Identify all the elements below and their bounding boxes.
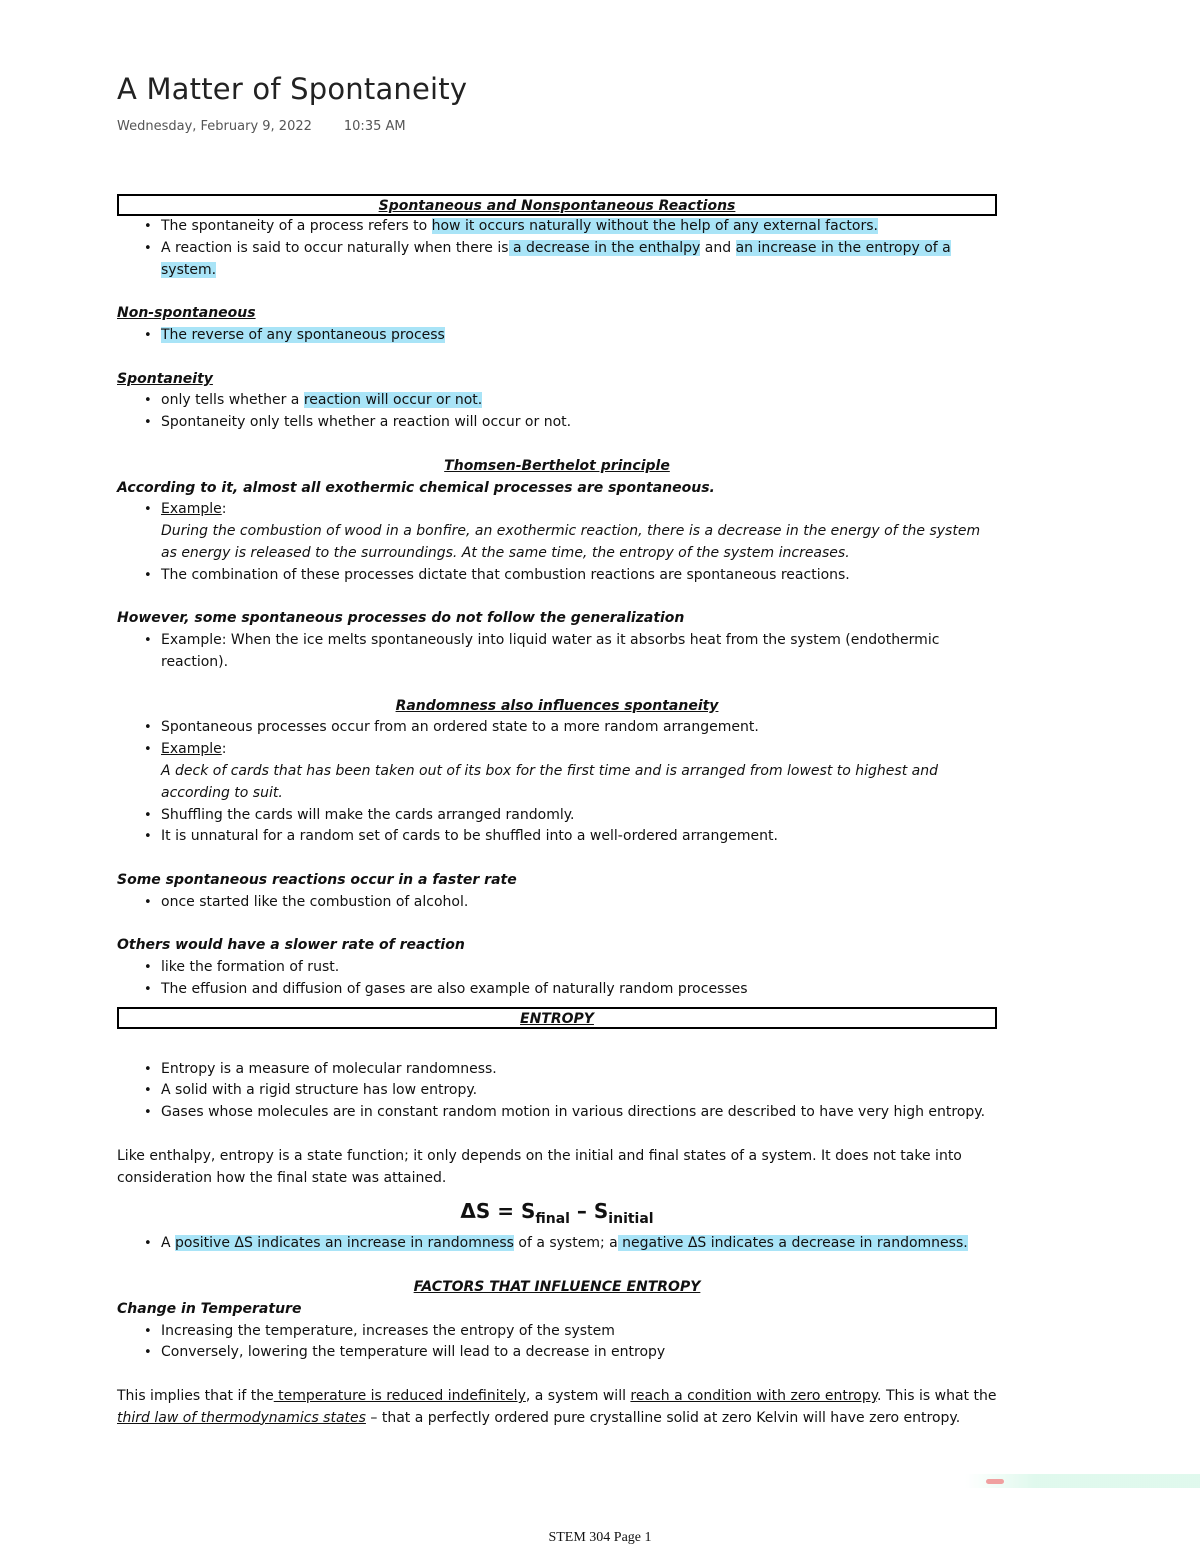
section-heading: Randomness also influences spontaneity bbox=[395, 697, 719, 714]
list-item: • The combination of these processes dictate that combustion reactions are spontaneous reactions. bbox=[161, 565, 997, 587]
text-run: and bbox=[700, 239, 736, 256]
list-item: • Spontaneous processes occur from an ordered state to a more random arrangement. bbox=[161, 717, 997, 739]
highlight: an increase in the entropy of a system. bbox=[161, 239, 951, 278]
underlined-text: reach a condition with zero entropy bbox=[630, 1388, 878, 1405]
highlight: The reverse of any spontaneous process bbox=[161, 326, 445, 343]
list-item bbox=[161, 390, 997, 412]
bullet-list bbox=[117, 717, 997, 848]
text-run: of a system; a bbox=[513, 1235, 618, 1252]
subheading: However, some spontaneous processes do not follow the generalization bbox=[117, 610, 685, 627]
highlight: reaction will occur or not. bbox=[303, 392, 483, 409]
example-label: Example bbox=[161, 501, 222, 518]
list-item bbox=[161, 739, 997, 804]
subheading: Some spontaneous reactions occur in a faster rate bbox=[117, 871, 517, 888]
text-run: , a system will bbox=[525, 1388, 631, 1405]
page-title: A Matter of Spontaneity bbox=[117, 72, 468, 106]
list-item: • Shuffling the cards will make the cards arranged randomly. bbox=[161, 805, 997, 827]
note-content[interactable] bbox=[117, 194, 997, 1430]
list-item bbox=[161, 1233, 997, 1255]
bullet-list bbox=[117, 499, 997, 586]
paragraph: Like enthalpy, entropy is a state function; it only depends on the initial and final states of a system. It does not take into consideration how the final state was attained. bbox=[117, 1147, 962, 1186]
list-item bbox=[161, 238, 997, 282]
example-label: Example bbox=[161, 741, 222, 758]
highlight: positive ΔS indicates an increase in randomness bbox=[175, 1235, 514, 1252]
text-run: This implies that if the bbox=[117, 1388, 274, 1405]
list-item: • Increasing the temperature, increases the entropy of the system bbox=[161, 1321, 997, 1343]
highlight: a decrease in the enthalpy bbox=[508, 239, 701, 256]
bullet-list bbox=[117, 892, 997, 914]
text-run: . This is what the bbox=[877, 1388, 997, 1405]
list-item: • Gases whose molecules are in constant random motion in various directions are described to have very high entropy. bbox=[161, 1102, 997, 1124]
list-item bbox=[161, 325, 997, 347]
list-item: • Example: When the ice melts spontaneously into liquid water as it absorbs heat from the system (endothermic reaction). bbox=[161, 630, 997, 674]
subheading: Non-spontaneous bbox=[117, 305, 256, 322]
bullet-list bbox=[117, 325, 997, 347]
subheading: Change in Temperature bbox=[117, 1300, 302, 1317]
list-item bbox=[161, 499, 997, 564]
underlined-text: third law of thermodynamics states bbox=[117, 1409, 366, 1426]
scan-mark bbox=[986, 1479, 1004, 1484]
bullet-list bbox=[117, 630, 997, 674]
example-text: During the combustion of wood in a bonfire, an exothermic reaction, there is a decrease in the energy of the system as energy is released to the surroundings. At the same time, the entropy of the system increases. bbox=[161, 523, 981, 561]
list-item: • Conversely, lowering the temperature will lead to a decrease in entropy bbox=[161, 1342, 997, 1364]
list-item: • like the formation of rust. bbox=[161, 957, 997, 979]
equation-text: ΔS = S bbox=[460, 1199, 536, 1224]
example-text: A deck of cards that has been taken out of its box for the first time and is arranged from lowest to highest and according to suit. bbox=[161, 762, 938, 801]
page-timestamp bbox=[117, 119, 406, 134]
bullet-list bbox=[117, 957, 997, 1001]
text-run: : bbox=[221, 501, 227, 518]
equation-subscript: initial bbox=[608, 1211, 654, 1228]
text-run: A reaction is said to occur naturally when there is bbox=[161, 239, 509, 256]
list-item: • Entropy is a measure of molecular randomness. bbox=[161, 1059, 997, 1081]
highlight: how it occurs naturally without the help of any external factors. bbox=[431, 218, 878, 234]
list-item: • The effusion and diffusion of gases are also example of naturally random processes bbox=[161, 979, 997, 1001]
entropy-equation bbox=[117, 1199, 997, 1231]
list-item: • once started like the combustion of alcohol. bbox=[161, 892, 997, 914]
text-run: – that a perfectly ordered pure crystalline solid at zero Kelvin will have zero entropy. bbox=[365, 1409, 961, 1426]
section-heading: Thomsen-Berthelot principle bbox=[444, 457, 670, 474]
bullet-list bbox=[117, 1059, 997, 1124]
subheading: Others would have a slower rate of reaction bbox=[117, 937, 465, 954]
section-heading-box: Spontaneous and Nonspontaneous Reactions bbox=[117, 194, 997, 216]
list-item: • It is unnatural for a random set of cards to be shuffled into a well-ordered arrangement. bbox=[161, 826, 997, 848]
page-footer: STEM 304 Page 1 bbox=[548, 1530, 652, 1545]
bullet-list bbox=[117, 1321, 997, 1365]
equation-subscript: final bbox=[535, 1211, 570, 1228]
paragraph bbox=[117, 1386, 997, 1430]
list-item bbox=[161, 216, 997, 238]
equation-text: – S bbox=[569, 1199, 609, 1224]
text-run: only tells whether a bbox=[161, 392, 304, 409]
bullet-list bbox=[117, 216, 997, 281]
subheading: Spontaneity bbox=[117, 370, 213, 387]
text-run: : bbox=[221, 741, 227, 758]
section-heading: FACTORS THAT INFLUENCE ENTROPY bbox=[413, 1279, 701, 1296]
lead-text: According to it, almost all exothermic chemical processes are spontaneous. bbox=[117, 479, 715, 496]
highlight: negative ΔS indicates a decrease in randomness. bbox=[617, 1235, 968, 1252]
section-heading-box: ENTROPY bbox=[117, 1007, 997, 1029]
text-run: The spontaneity of a process refers to bbox=[161, 218, 432, 234]
page-time: 10:35 AM bbox=[343, 119, 406, 134]
page-date: Wednesday, February 9, 2022 bbox=[117, 119, 312, 134]
bullet-list bbox=[117, 390, 997, 434]
text-run: A bbox=[161, 1235, 176, 1252]
underlined-text: temperature is reduced indefinitely bbox=[273, 1388, 526, 1405]
list-item: • A solid with a rigid structure has low entropy. bbox=[161, 1080, 997, 1102]
bullet-list bbox=[117, 1233, 997, 1255]
list-item: • Spontaneity only tells whether a reaction will occur or not. bbox=[161, 412, 997, 434]
